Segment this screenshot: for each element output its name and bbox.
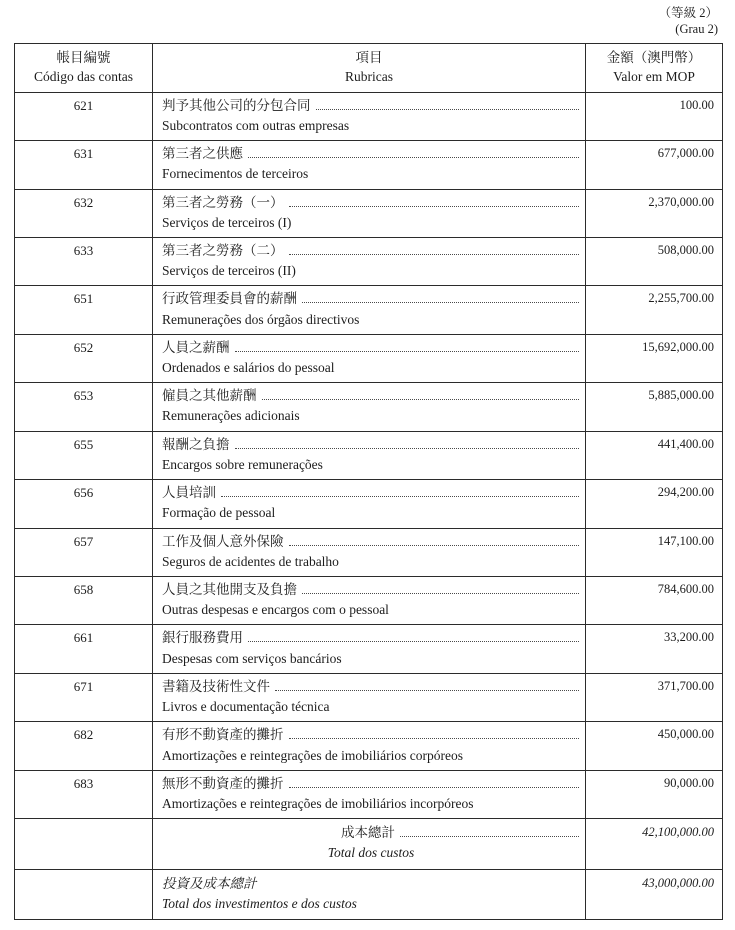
- item-label-zh: 第三者之勞務（一）: [162, 194, 284, 210]
- item-label-pt: Formação de pessoal: [162, 505, 276, 521]
- header-item-pt: Rubricas: [345, 69, 393, 85]
- item-label-pt: Encargos sobre remunerações: [162, 456, 323, 472]
- dot-leader: [235, 351, 580, 352]
- account-code-value: 631: [73, 146, 94, 162]
- account-code-value: 658: [73, 582, 94, 597]
- account-code-value: 651: [73, 291, 94, 307]
- item-cell: [153, 431, 586, 479]
- item-cell: [153, 577, 586, 625]
- item-cell: [153, 237, 586, 285]
- grand-total-zh: 投資及成本總計: [162, 875, 257, 891]
- item-label-zh: 判予其他公司的分包合同: [162, 97, 311, 113]
- amount-value: 508,000.00: [657, 242, 714, 257]
- item-label-pt: Serviços de terceiros (I): [162, 214, 292, 230]
- grade-label-pt: (Grau 2): [675, 22, 718, 37]
- item-label-pt: Fornecimentos de terceiros: [162, 166, 309, 182]
- account-code-value: 661: [73, 630, 94, 646]
- account-code: [15, 625, 153, 673]
- accounts-table: [14, 43, 723, 921]
- table-row: [15, 528, 723, 576]
- table-row: [15, 189, 723, 237]
- amount-value: 450,000.00: [657, 727, 714, 742]
- grand-total-code-cell: [15, 869, 153, 919]
- item-label-pt: Amortizações e reintegrações de imobiliários incorpóreos: [162, 795, 474, 811]
- table-totals: [15, 819, 723, 920]
- amount-cell: [586, 383, 723, 431]
- table-row: [15, 722, 723, 770]
- amount-value: 5,885,000.00: [648, 388, 714, 403]
- dot-leader: [235, 448, 580, 449]
- table-row: [15, 625, 723, 673]
- item-cell: [153, 189, 586, 237]
- table-row: [15, 431, 723, 479]
- amount-cell: [586, 237, 723, 285]
- amount-cell: [586, 625, 723, 673]
- table-row: [15, 237, 723, 285]
- item-label-pt: Seguros de acidentes de trabalho: [162, 553, 339, 569]
- account-code: [15, 334, 153, 382]
- item-label-pt: Serviços de terceiros (II): [162, 263, 296, 279]
- table-row: [15, 480, 723, 528]
- table-row: [15, 577, 723, 625]
- amount-value: 147,100.00: [657, 533, 714, 548]
- amount-value: 677,000.00: [657, 146, 714, 161]
- account-code: [15, 722, 153, 770]
- amount-value: 15,692,000.00: [642, 339, 714, 354]
- table-row: [15, 383, 723, 431]
- item-label-pt: Remunerações dos órgãos directivos: [162, 311, 360, 327]
- dot-leader: [289, 254, 580, 255]
- dot-leader: [302, 302, 579, 303]
- amount-cell: [586, 334, 723, 382]
- account-code-value: 652: [73, 339, 94, 355]
- account-code-value: 632: [73, 194, 94, 210]
- item-label-pt: Subcontratos com outras empresas: [162, 117, 350, 133]
- dot-leader: [289, 206, 580, 207]
- item-label-zh: 人員之其他開支及負擔: [162, 582, 297, 597]
- grand-total-item-cell: [153, 869, 586, 919]
- header-account-code: [15, 43, 153, 92]
- dot-leader: [248, 641, 579, 642]
- item-label-zh: 書籍及技術性文件: [162, 678, 270, 694]
- account-code: [15, 237, 153, 285]
- account-code-value: 682: [73, 727, 94, 743]
- table-row: [15, 334, 723, 382]
- item-cell: [153, 286, 586, 334]
- table-row: [15, 673, 723, 721]
- total-costs-pt: Total dos custos: [327, 845, 415, 861]
- item-cell: [153, 141, 586, 189]
- header-amount-pt: Valor em MOP: [613, 69, 695, 85]
- table-row: [15, 92, 723, 140]
- amount-cell: [586, 189, 723, 237]
- dot-leader: [302, 593, 579, 594]
- item-label-zh: 僱員之其他薪酬: [162, 388, 257, 404]
- total-costs-zh: 成本總計: [341, 825, 395, 841]
- item-label-pt: Ordenados e salários do pessoal: [162, 360, 335, 376]
- dot-leader: [248, 157, 579, 158]
- amount-cell: [586, 480, 723, 528]
- item-label-zh: 無形不動資產的攤折: [162, 775, 284, 791]
- item-cell: [153, 770, 586, 818]
- grade-note: [14, 5, 722, 38]
- account-code: [15, 770, 153, 818]
- amount-cell: [586, 528, 723, 576]
- amount-value: 371,700.00: [657, 678, 714, 693]
- item-label-zh: 工作及個人意外保險: [162, 533, 284, 549]
- table-row: [15, 141, 723, 189]
- amount-cell: [586, 141, 723, 189]
- total-costs-amount: 42,100,000.00: [586, 819, 723, 869]
- account-code-value: 653: [73, 388, 94, 404]
- item-label-zh: 銀行服務費用: [162, 630, 243, 646]
- grade-label-zh: （等級 2）: [658, 6, 718, 20]
- header-row: [15, 43, 723, 92]
- amount-value: 100.00: [679, 97, 714, 112]
- header-account-code-zh: 帳目編號: [56, 49, 111, 65]
- amount-value: 441,400.00: [657, 436, 714, 451]
- item-label-pt: Amortizações e reintegrações de imobiliários corpóreos: [162, 747, 464, 763]
- item-label-pt: Outras despesas e encargos com o pessoal: [162, 602, 389, 618]
- grand-total-row: [15, 869, 723, 919]
- amount-value: 90,000.00: [664, 775, 714, 790]
- item-cell: [153, 92, 586, 140]
- account-code: [15, 189, 153, 237]
- item-cell: [153, 334, 586, 382]
- header-item: [153, 43, 586, 92]
- item-cell: [153, 528, 586, 576]
- item-cell: [153, 722, 586, 770]
- dot-leader: [400, 836, 579, 837]
- table-row: [15, 770, 723, 818]
- item-label-pt: Despesas com serviços bancários: [162, 650, 342, 666]
- grand-total-pt: Total dos investimentos e dos custos: [162, 895, 357, 911]
- dot-leader: [316, 109, 580, 110]
- dot-leader: [289, 738, 580, 739]
- account-code-value: 671: [73, 678, 94, 694]
- account-code-value: 621: [73, 97, 94, 113]
- amount-cell: [586, 722, 723, 770]
- table-row: [15, 286, 723, 334]
- account-code: [15, 528, 153, 576]
- amount-cell: [586, 92, 723, 140]
- header-amount-zh: 金額（澳門幣）: [606, 49, 702, 65]
- account-code: [15, 92, 153, 140]
- item-label-zh: 報酬之負擔: [162, 436, 230, 452]
- dot-leader: [289, 545, 580, 546]
- account-code-value: 683: [73, 775, 94, 791]
- item-label-zh: 第三者之勞務（二）: [162, 242, 284, 258]
- amount-cell: [586, 577, 723, 625]
- amount-value: 784,600.00: [657, 582, 714, 596]
- account-code-value: 633: [73, 242, 94, 258]
- account-code-value: 657: [73, 533, 94, 549]
- account-code-value: 656: [73, 485, 94, 501]
- item-cell: [153, 480, 586, 528]
- account-code: [15, 577, 153, 625]
- amount-cell: [586, 431, 723, 479]
- item-label-zh: 人員培訓: [162, 485, 216, 501]
- amount-value: 2,370,000.00: [648, 194, 714, 209]
- amount-value: 2,255,700.00: [648, 291, 714, 306]
- item-label-pt: Livros e documentação técnica: [162, 699, 330, 715]
- amount-value: 294,200.00: [657, 485, 714, 500]
- table-header: [15, 43, 723, 92]
- amount-cell: [586, 286, 723, 334]
- item-cell: [153, 383, 586, 431]
- account-code: [15, 673, 153, 721]
- dot-leader: [275, 690, 579, 691]
- amount-cell: [586, 673, 723, 721]
- dot-leader: [262, 399, 580, 400]
- header-account-code-pt: Código das contas: [34, 69, 133, 85]
- account-code: [15, 286, 153, 334]
- header-amount: [586, 43, 723, 92]
- amount-cell: [586, 770, 723, 818]
- account-code: [15, 480, 153, 528]
- dot-leader: [221, 496, 579, 497]
- item-label-pt: Remunerações adicionais: [162, 408, 300, 424]
- item-label-zh: 有形不動資產的攤折: [162, 727, 284, 743]
- account-code: [15, 141, 153, 189]
- grand-total-amount: 43,000,000.00: [586, 869, 723, 919]
- table-body: [15, 92, 723, 819]
- account-code: [15, 383, 153, 431]
- account-code-value: 655: [73, 436, 94, 452]
- dot-leader: [289, 787, 580, 788]
- amount-value: 33,200.00: [664, 630, 714, 645]
- item-label-zh: 第三者之供應: [162, 146, 243, 162]
- account-code: [15, 431, 153, 479]
- item-cell: [153, 625, 586, 673]
- header-item-zh: 項目: [355, 49, 383, 65]
- item-cell: [153, 673, 586, 721]
- item-label-zh: 人員之薪酬: [162, 339, 230, 355]
- item-label-zh: 行政管理委員會的薪酬: [162, 291, 297, 307]
